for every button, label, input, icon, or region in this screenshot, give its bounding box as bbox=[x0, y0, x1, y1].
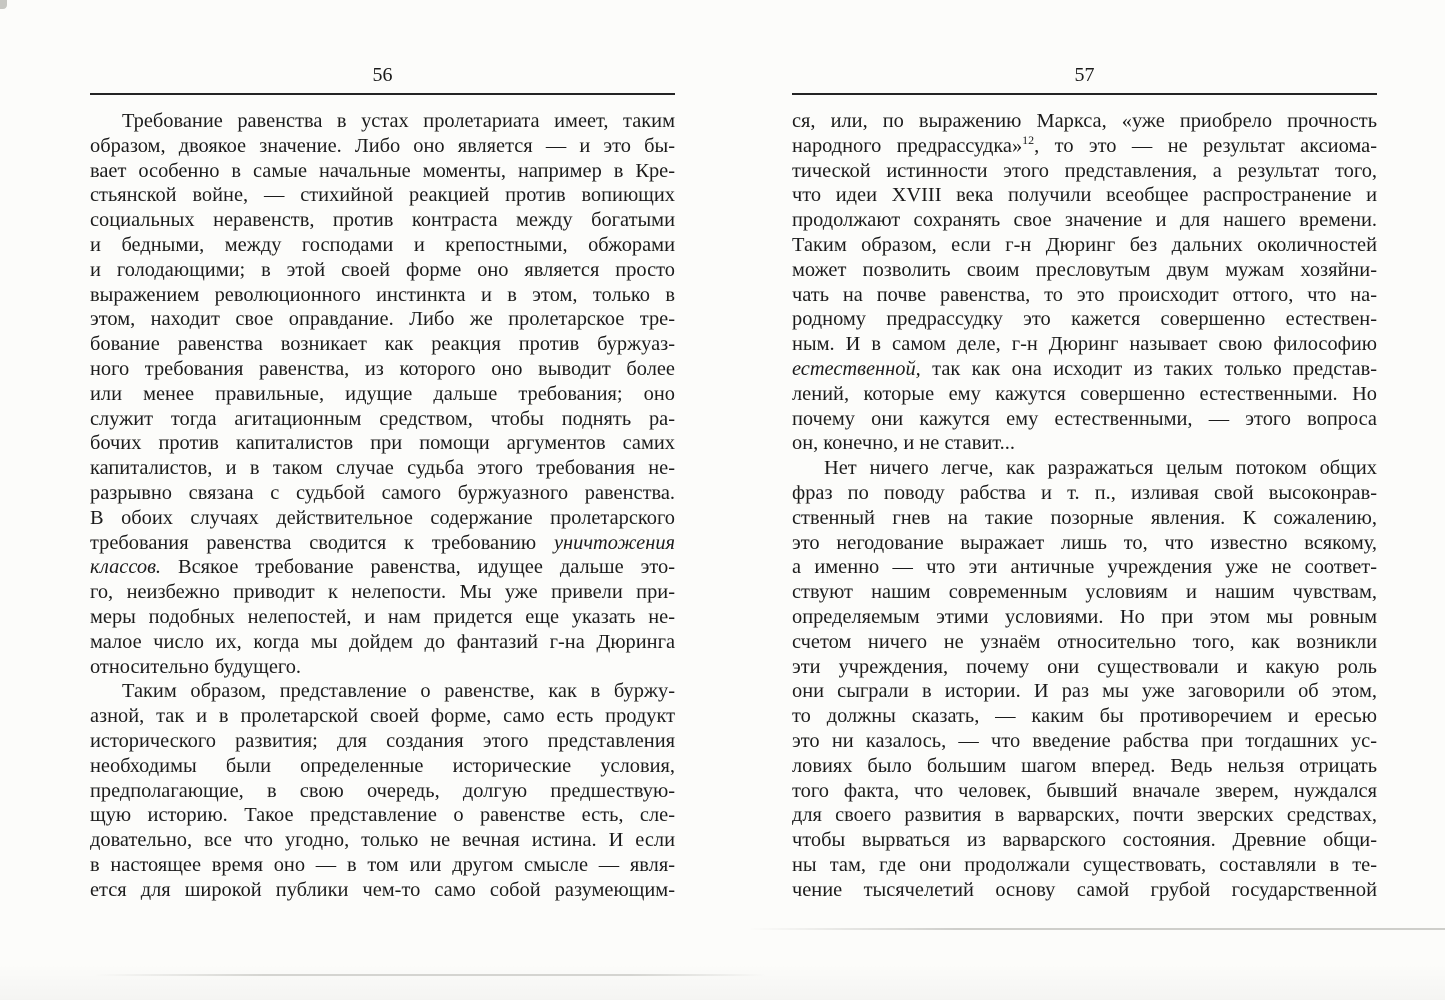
text-run: Требование равенства в устах пролетариата имеет, таким bbox=[122, 110, 675, 132]
text-run: ным. И в самом деле, г-н Дюринг называет свою философию bbox=[792, 333, 1377, 356]
text-run: они сыграли в истории. И раз мы уже заговорили об этом, bbox=[792, 680, 1377, 703]
text-run: чать на почве равенства, то это происходит оттого, что на- bbox=[792, 283, 1377, 306]
text-run: что идеи XVIII века получили всеобщее распространение и bbox=[792, 184, 1377, 207]
text-run: социальных неравенств, против контраста между богатыми bbox=[90, 209, 675, 232]
text-run: азной, так и в пролетарской своей форме, само есть продукт bbox=[90, 705, 675, 728]
text-run: малое число их, когда мы дойдем до фантазий г-на Дюринга bbox=[90, 630, 675, 653]
text-line bbox=[792, 307, 1377, 332]
text-line bbox=[90, 679, 675, 704]
text-run: го, неизбежно приводит к нелепости. Мы уже привели при- bbox=[90, 581, 675, 604]
page-56 bbox=[90, 58, 675, 903]
text-run: он, конечно, и не ставит... bbox=[792, 432, 1015, 455]
text-run: или менее правильные, идущие дальше требования; оно bbox=[90, 382, 675, 405]
text-line bbox=[90, 803, 675, 828]
text-run: исторического развития; для создания этого представления bbox=[90, 729, 675, 752]
text-line bbox=[792, 456, 1377, 481]
text-run: это негодование выражает лишь то, что известно всякому, bbox=[792, 531, 1377, 554]
text-run: родному предрассудку это кажется совершенно естествен- bbox=[792, 308, 1377, 331]
text-run: лений, которые ему кажутся совершенно естественными. Но bbox=[792, 382, 1377, 405]
page-57-body bbox=[792, 109, 1377, 903]
text-run: народного предрассудка» bbox=[792, 134, 1023, 157]
text-line bbox=[90, 183, 675, 208]
text-line bbox=[90, 779, 675, 804]
text-run: уничтожения bbox=[553, 531, 675, 554]
page-edge-shadow-left bbox=[95, 974, 765, 976]
text-run: стьянской войне, — стихийной реакцией против вопиющих bbox=[90, 184, 675, 207]
text-line bbox=[90, 704, 675, 729]
text-run: и бедными, между господами и крепостными, обжорами bbox=[90, 233, 675, 256]
text-line bbox=[792, 357, 1377, 382]
text-line bbox=[792, 605, 1377, 630]
text-line bbox=[792, 704, 1377, 729]
text-run: довательно, все что угодно, только не вечная истина. И если bbox=[90, 829, 675, 852]
text-line bbox=[792, 878, 1377, 903]
text-run: ственный гнев на такие позорные явления. К сожалению, bbox=[792, 506, 1377, 529]
text-line bbox=[792, 754, 1377, 779]
text-line bbox=[90, 754, 675, 779]
text-run: Таким образом, если г-н Дюринг без дальних околичностей bbox=[792, 233, 1377, 256]
text-line bbox=[90, 307, 675, 332]
text-line bbox=[792, 506, 1377, 531]
scan-corner-speck bbox=[0, 0, 7, 9]
text-line bbox=[90, 332, 675, 357]
header-rule bbox=[90, 93, 675, 95]
text-run: образом, двоякое значение. Либо оно является — и это бы- bbox=[90, 134, 675, 157]
text-run: естественной, bbox=[792, 357, 921, 380]
text-run: тической истинности этого представления, а результат того, bbox=[792, 159, 1377, 182]
text-line bbox=[90, 580, 675, 605]
text-run: Таким образом, представление о равенстве, как в буржу- bbox=[122, 680, 675, 703]
text-line bbox=[792, 580, 1377, 605]
page-edge-shadow-right bbox=[748, 928, 1445, 930]
text-run: вает особенно в самые начальные моменты, например в Кре- bbox=[90, 159, 675, 182]
text-line bbox=[792, 729, 1377, 754]
text-run: фраз по поводу рабства и т. п., изливая свой высоконрав- bbox=[792, 481, 1377, 504]
text-run: продолжают сохранять свое значение и для нашего времени. bbox=[792, 209, 1377, 232]
text-line bbox=[792, 283, 1377, 308]
header-rule bbox=[792, 93, 1377, 95]
text-run: чение тысячелетий основу самой грубой государственной bbox=[792, 878, 1377, 901]
text-run: В обоих случаях действительное содержание пролетарского bbox=[90, 506, 675, 529]
text-line bbox=[90, 407, 675, 432]
text-run: почему они кажутся ему естественными, — этого вопроса bbox=[792, 407, 1377, 430]
text-run: для своего развития в варварских, почти зверских средствах, bbox=[792, 804, 1377, 827]
text-line bbox=[90, 729, 675, 754]
text-line bbox=[792, 679, 1377, 704]
text-run: это ни казалось, — что введение рабства при тогдашних ус- bbox=[792, 729, 1377, 752]
text-run: меры подобных нелепостей, и нам придется еще указать не- bbox=[90, 605, 675, 628]
text-line bbox=[792, 233, 1377, 258]
text-run: ствуют нашим современным условиям и нашим чувствам, bbox=[792, 581, 1377, 604]
text-line bbox=[792, 555, 1377, 580]
text-run: ны там, где они продолжали существовать, составляли в те- bbox=[792, 853, 1377, 876]
text-run: ного требования равенства, из которого оно выводит более bbox=[90, 357, 675, 380]
text-line bbox=[792, 208, 1377, 233]
text-line bbox=[90, 283, 675, 308]
text-run: этом, находит свое оправдание. Либо же пролетарское тре- bbox=[90, 308, 675, 331]
text-run: счетом ничего не узнаём относительно того, как возникли bbox=[792, 630, 1377, 653]
text-run: выражением революционного инстинкта и в этом, только в bbox=[90, 283, 675, 306]
text-run: служит тогда агитационным средством, чтобы поднять ра- bbox=[90, 407, 675, 430]
text-run: ловиях было большим шагом вперед. Ведь нельзя отрицать bbox=[792, 754, 1377, 777]
text-run: то должны сказать, — каким бы противоречием и ересью bbox=[792, 705, 1377, 728]
text-line bbox=[792, 655, 1377, 680]
text-run: классов. bbox=[90, 556, 162, 579]
text-run: требования равенства сводится к требованию bbox=[90, 531, 554, 554]
text-run: капиталистов, и в таком случае судьба этого требования не- bbox=[90, 457, 675, 480]
text-line bbox=[792, 382, 1377, 407]
text-line bbox=[792, 853, 1377, 878]
text-line bbox=[90, 159, 675, 184]
text-line bbox=[90, 630, 675, 655]
text-line bbox=[90, 208, 675, 233]
text-run: щую историю. Такое представление о равенстве есть, сле- bbox=[90, 804, 675, 827]
scan-bottom-tint bbox=[0, 964, 1445, 1000]
text-line bbox=[792, 109, 1377, 134]
text-run: так как она исходит из таких только представ- bbox=[920, 357, 1377, 380]
text-run: ется для широкой публики чем-то само собой разумеющим- bbox=[90, 878, 675, 901]
text-line bbox=[792, 531, 1377, 556]
text-run: бочих против капиталистов при помощи аргументов самих bbox=[90, 432, 675, 455]
text-line bbox=[792, 332, 1377, 357]
text-run: Всякое требование равенства, идущее дальше это- bbox=[161, 556, 675, 579]
text-run: ся, или, по выражению Маркса, «уже приобрело прочность bbox=[792, 110, 1377, 132]
text-run: эти учреждения, почему они существовали и какую роль bbox=[792, 655, 1377, 678]
text-line bbox=[90, 828, 675, 853]
text-line bbox=[90, 233, 675, 258]
text-line bbox=[792, 481, 1377, 506]
text-line bbox=[792, 779, 1377, 804]
text-line bbox=[90, 481, 675, 506]
text-line bbox=[90, 382, 675, 407]
text-run: может позволить своим пресловутым двум мужам хозяйни- bbox=[792, 258, 1377, 281]
text-run: необходимы были определенные исторические условия, bbox=[90, 754, 675, 777]
text-run: разрывно связана с судьбой самого буржуазного равенства. bbox=[90, 481, 675, 504]
text-run: а именно — что эти античные учреждения уже не соответ- bbox=[792, 556, 1377, 579]
text-line bbox=[792, 828, 1377, 853]
text-line bbox=[792, 183, 1377, 208]
text-run: предполагающие, в свою очередь, долгую предшествую- bbox=[90, 779, 675, 802]
page-number: 57 bbox=[1074, 64, 1095, 86]
text-line bbox=[792, 134, 1377, 159]
text-line bbox=[792, 803, 1377, 828]
text-line bbox=[90, 134, 675, 159]
page-number: 56 bbox=[372, 64, 393, 86]
text-run: и голодающими; в этой своей форме оно является просто bbox=[90, 258, 675, 281]
text-line bbox=[90, 109, 675, 134]
text-run: в настоящее время оно — в том или другом смысле — явля- bbox=[90, 853, 675, 876]
text-line bbox=[90, 357, 675, 382]
text-line bbox=[90, 655, 675, 680]
text-line bbox=[90, 605, 675, 630]
text-line bbox=[90, 878, 675, 903]
text-line bbox=[792, 630, 1377, 655]
text-run: бование равенства возникает как реакция против буржуаз- bbox=[90, 333, 675, 356]
text-line bbox=[792, 258, 1377, 283]
text-line bbox=[792, 431, 1377, 456]
text-run: определяемым этими условиями. Но при этом мы ровным bbox=[792, 605, 1377, 628]
text-line bbox=[90, 853, 675, 878]
text-line bbox=[90, 555, 675, 580]
text-run: относительно будущего. bbox=[90, 655, 302, 678]
page-57 bbox=[792, 58, 1377, 903]
text-line bbox=[90, 506, 675, 531]
text-run: чтобы вырваться из варварского состояния. Древние общи- bbox=[792, 829, 1377, 852]
page-56-body bbox=[90, 109, 675, 903]
text-line bbox=[90, 431, 675, 456]
text-line bbox=[90, 456, 675, 481]
text-run: Нет ничего легче, как разражаться целым потоком общих bbox=[824, 457, 1377, 480]
footnote-reference: 12 bbox=[1022, 133, 1035, 147]
text-run: , то это — не результат аксиома- bbox=[1034, 134, 1377, 157]
text-run: того факта, что человек, бывший вначале зверем, нуждался bbox=[792, 779, 1377, 802]
text-line bbox=[90, 258, 675, 283]
text-line bbox=[792, 407, 1377, 432]
text-line bbox=[90, 531, 675, 556]
text-line bbox=[792, 159, 1377, 184]
